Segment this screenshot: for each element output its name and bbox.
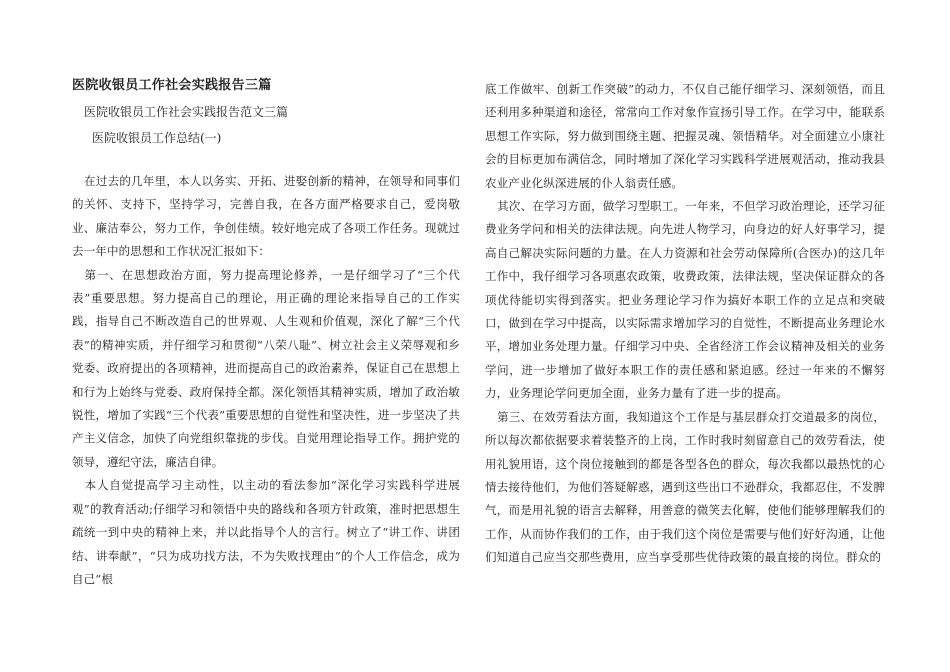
left-column (72, 78, 460, 591)
paragraph (72, 474, 460, 591)
paragraph (485, 195, 885, 406)
paragraph-text: 其次、在学习方面，做学习型职工。一年来，不但学习政治理论，还学习征费业务学问和相关的法律法规。向先进人物学习，向身边的好人好事学习，提高自己解决实际问题的力量。在人力资源和社会劳动保障所(合医办)的这几年工作中，我仔细学习各项惠农政策，收费政策，法律法规，坚决保证群众的各项优待能切实得到落实。把业务理论学习作为搞好本职工作的立足点和突破口，做到在学习中提高，以实际需求增加学习的自觉性，不断提高业务理论水平，增加业务处理力量。仔细学习中央、全省经济工作会议精神及相关的业务学问，进一步增加了做好本职工作的责任感和紧迫感。经过一年来的不懈努力，业务理论学问更加全面，业务力量有了进一步的提高。 (485, 199, 885, 401)
paragraph-text: 第一、在思想政治方面，努力提高理论修养，一是仔细学习了“三个代表”重要思想。努力提高自己的理论，用正确的理论来指导自己的工作实践，指导自己不断改造自己的世界观、人生观和价值观，深化了解“三个代表”的精神实质，并仔细学习和贯彻“八荣八耻”、树立社会主义荣辱观和乡党委、政府提出的各项精神，进而提高自己的政治素养，保证自己在思想上和行为上始终与党委、政府保持全都。深化领悟其精神实质，增加了政治敏锐性，增加了实践“三个代表”重要思想的自觉性和坚决性，进一步坚决了共产主义信念，加快了向党组织靠拢的步伐。自觉用理论指导工作。拥护党的领导，遵纪守法，廉洁自律。 (72, 267, 460, 469)
document-subtitle: 医院收银员工作社会实践报告范文三篇 (84, 105, 289, 119)
paragraph-text: 底工作做牢、创新工作突破”的动力，不仅自己能仔细学习、深刻领悟，而且还利用多种渠道和途径，常常向工作对象作宣扬引导工作。在学习中，能联系思想工作实际，努力做到围绕主题、把握灵魂、领悟精华。对全面建立小康社会的目标更加布满信念，同时增加了深化学习实践科学进展观活动，推动我县农业产业化纵深进展的仆人翁责任感。 (485, 82, 885, 190)
paragraph (485, 406, 885, 570)
paragraph-text: 第三、在效劳看法方面，我知道这个工作是与基层群众打交道最多的岗位，所以每次都依据要求着装整齐的上岗，工作时我时刻留意自己的效劳看法，使用礼貌用语，这个岗位接触到的都是各型各色的群众，每次我都以最热忱的心情去接待他们，为他们答疑解惑，遇到这些出口不逊群众，我都忍住，不发脾气，而是用礼貌的语言去解释，用善意的微笑去化解，使他们能够理解我们的工作，从而协作我们的工作，由于我们这个岗位是需要与他们好好沟通，让他们知道自己应当交那些费用，应当享受那些优待政策的最直接的岗位。群众的 (485, 409, 885, 565)
paragraph (72, 170, 460, 264)
paragraph (485, 78, 885, 195)
section-title: 医院收银员工作总结(一) (92, 131, 222, 145)
right-column (485, 78, 885, 570)
paragraph-text: 本人自觉提高学习主动性，以主动的看法参加“深化学习实践科学进展观”的教育活动;仔细学习和领悟中央的路线和各项方针政策，准时把思想生疏统一到中央的精神上来，并以此指导个人的言行。树立了“讲工作、讲团结、讲奉献”，“只为成功找方法，不为失败找理由”的个人工作信念，成为自己“根 (72, 478, 460, 586)
paragraph (72, 264, 460, 475)
paragraph-text: 在过去的几年里，本人以务实、开拓、进娶创新的精神，在领导和同事们的关怀、支持下，坚持学习，完善自我，在各方面严格要求自己，爱岗敬业、廉洁奉公，努力工作，争创佳绩。较好地完成了各项工作任务。现就过去一年中的思想和工作状况汇报如下： (72, 174, 460, 259)
document-title: 医院收银员工作社会实践报告三篇 (72, 78, 272, 93)
